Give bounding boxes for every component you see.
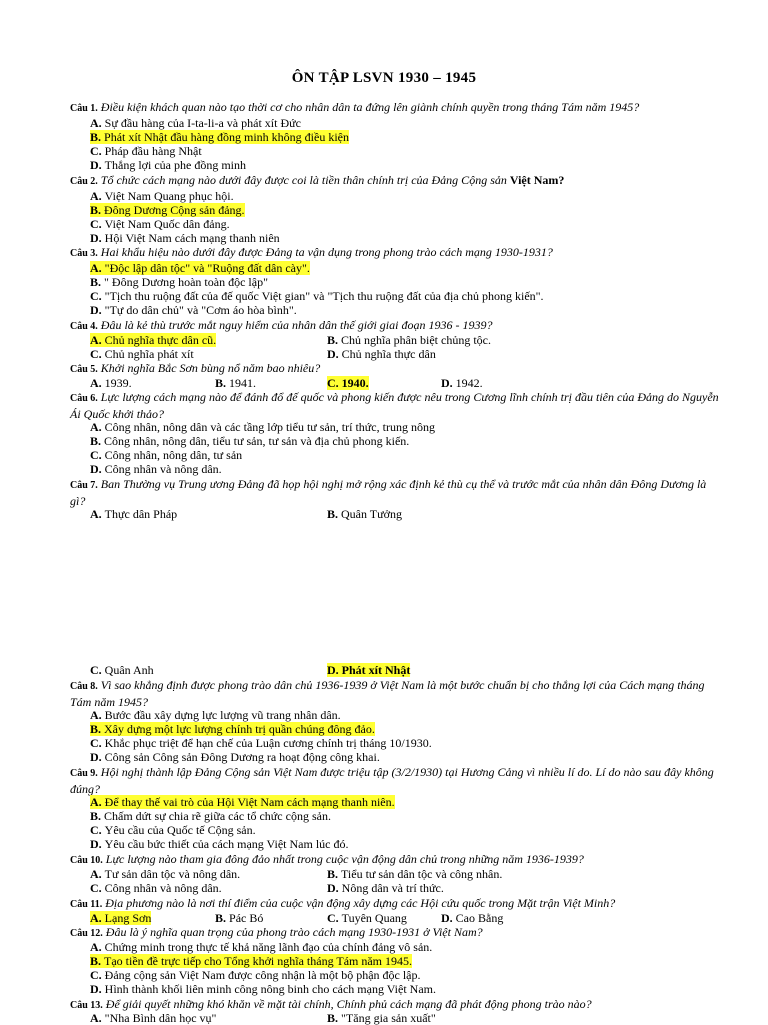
question-number: Câu 1. <box>70 103 98 114</box>
option-d: D. Yêu cầu bức thiết của cách mạng Việt Nam lúc đó. <box>90 837 349 851</box>
option-d: D. 1942. <box>441 376 483 390</box>
option-c: C. Công nhân, nông dân, tư sản <box>90 448 243 462</box>
option-d: D. Cao Bằng <box>441 911 504 925</box>
option-b: B. Tạo tiền đề trực tiếp cho Tổng khởi nghĩa tháng Tám năm 1945. <box>90 954 413 968</box>
question-11: Câu 11. Địa phương nào là nơi thí điểm của cuộc vận động xây dựng các Hội cứu quốc trong Mặt trận Việt Minh? <box>70 896 616 910</box>
option-c: C. Đảng cộng sản Việt Nam được công nhận là một bộ phận độc lập. <box>90 968 421 982</box>
option-d: D. "Tự do dân chủ" và "Cơm áo hòa bình". <box>90 303 297 317</box>
option-b: B. Xây dựng một lực lượng chính trị quần chúng đông đảo. <box>90 722 375 736</box>
option-a: A. Bước đầu xây dựng lực lượng vũ trang nhân dân. <box>90 708 341 722</box>
page-title: ÔN TẬP LSVN 1930 – 1945 <box>291 70 477 86</box>
option-d: D. Thắng lợi của phe đồng minh <box>90 158 246 172</box>
question-10: Câu 10. Lực lượng nào tham gia đông đảo nhất trong cuộc vận động dân chủ trong những năm 1936-1939? <box>70 852 584 866</box>
question-1 <box>70 100 720 117</box>
option-b: B. Pác Bó <box>215 911 264 925</box>
option-a: A. Để thay thế vai trò của Hội Việt Nam cách mạng thanh niên. <box>90 795 395 809</box>
option-b: B. " Đông Dương hoàn toàn độc lập" <box>90 275 268 289</box>
option-d: D. Công sản Công sản Đông Dương ra hoạt động công khai. <box>90 750 380 764</box>
option-d: D. Công nhân và nông dân. <box>90 462 222 476</box>
option-b: B. Đông Dương Cộng sản đảng. <box>90 203 245 217</box>
option-b: B. Chấm dứt sự chia rẽ giữa các tổ chức cộng sản. <box>90 809 331 823</box>
option-c: C. Tuyên Quang <box>327 911 407 925</box>
option-a: A. Việt Nam Quang phục hội. <box>90 189 234 203</box>
question-2: Câu 2. Tổ chức cách mạng nào dưới đây được coi là tiền thân chính trị của Đảng Cộng sản Việt Nam? <box>70 173 565 187</box>
option-b: B. Quân Tưởng <box>327 507 402 521</box>
question-text: Điều kiện khách quan nào tạo thời cơ cho nhân dân ta đứng lên giành chính quyền trong tháng Tám năm 1945? <box>100 100 640 114</box>
option-a: A. Chủ nghĩa thực dân cũ. <box>90 333 217 347</box>
option-c: C. Yêu cầu của Quốc tế Cộng sản. <box>90 823 256 837</box>
option-c: C. Chủ nghĩa phát xít <box>90 347 194 361</box>
option-d: D. Hình thành khối liên minh công nông binh cho cách mạng Việt Nam. <box>90 982 437 996</box>
option-c: C. Pháp đầu hàng Nhật <box>90 144 202 158</box>
option-c: C. Công nhân và nông dân. <box>90 881 222 895</box>
option-d: D. Hội Việt Nam cách mạng thanh niên <box>90 231 280 245</box>
option-d: D. Phát xít Nhật <box>327 663 411 677</box>
option-a: A. Sự đầu hàng của I-ta-li-a và phát xít Đức <box>90 116 301 130</box>
question-9: Câu 9. Hội nghị thành lập Đảng Cộng sản Việt Nam được triệu tập (3/2/1930) tại Hương Cảng vì nhiều lí do. Lí do nào sau đây không đúng? <box>70 765 714 796</box>
option-d: D. Chủ nghĩa thực dân <box>327 347 436 361</box>
option-a: A. "Nha Bình dân học vụ" <box>90 1011 217 1025</box>
option-a: A. Thực dân Pháp <box>90 507 178 521</box>
question-3: Câu 3. Hai khẩu hiệu nào dưới đây được Đảng ta vận dụng trong phong trào cách mạng 1930-1931? <box>70 245 553 259</box>
option-a: A. Công nhân, nông dân và các tầng lớp tiểu tư sản, trí thức, trung nông <box>90 420 435 434</box>
option-b: B. Công nhân, nông dân, tiểu tư sản, tư sản và địa chủ phong kiến. <box>90 434 410 448</box>
option-b: B. Chủ nghĩa phân biệt chủng tộc. <box>327 333 491 347</box>
question-7: Câu 7. Ban Thường vụ Trung ương Đảng đã họp hội nghị mở rộng xác định kẻ thù cụ thể và trước mắt của nhân dân Đông Dương là gì? <box>70 477 707 508</box>
option-b: B. Tiểu tư sản dân tộc và công nhân. <box>327 867 503 881</box>
question-8: Câu 8. Vì sao khẳng định được phong trào dân chủ 1936-1939 ở Việt Nam là một bước chuẩn bị cho thắng lợi của Cách mạng tháng Tám năm 1945? <box>70 678 705 709</box>
option-d: D. Nông dân và trí thức. <box>327 881 444 895</box>
option-c: C. 1940. <box>327 376 369 390</box>
question-6: Câu 6. Lực lượng cách mạng nào để đánh đổ đế quốc và phong kiến được nêu trong Cương lĩnh chính trị đầu tiên của Đảng do Nguyễn Ái Quốc khởi thảo? <box>70 390 719 421</box>
option-c: C. "Tịch thu ruộng đất của đế quốc Việt gian" và "Tịch thu ruộng đất của địa chủ phong kiến". <box>90 289 544 303</box>
option-a: A. 1939. <box>90 376 132 390</box>
option-a: A. Lạng Sơn <box>90 911 152 925</box>
option-c: C. Khắc phục triệt để hạn chế của Luận cương chính trị tháng 10/1930. <box>90 736 432 750</box>
question-4: Câu 4. Đâu là kẻ thù trước mắt nguy hiểm của nhân dân thế giới giai đoạn 1936 - 1939? <box>70 318 493 332</box>
option-b: B. Phát xít Nhật đầu hàng đồng minh không điều kiện <box>90 130 349 144</box>
option-a: A. Chứng minh trong thực tế khả năng lãnh đạo của chính đảng vô sản. <box>90 940 433 954</box>
option-b: B. "Tăng gia sản xuất" <box>327 1011 436 1025</box>
option-a: A. "Độc lập dân tộc" và "Ruộng đất dân cày". <box>90 261 310 275</box>
option-c: C. Việt Nam Quốc dân đảng. <box>90 217 230 231</box>
option-a: A. Tư sản dân tộc và nông dân. <box>90 867 241 881</box>
question-5: Câu 5. Khởi nghĩa Bắc Sơn bùng nổ năm bao nhiêu? <box>70 361 321 375</box>
option-c: C. Quân Anh <box>90 663 154 677</box>
question-12: Câu 12. Đâu là ý nghĩa quan trọng của phong trào cách mạng 1930-1931 ở Việt Nam? <box>70 925 483 939</box>
option-b: B. 1941. <box>215 376 257 390</box>
question-13: Câu 13. Để giải quyết những khó khăn về mặt tài chính, Chính phủ cách mạng đã phát động phong trào nào? <box>70 997 592 1011</box>
